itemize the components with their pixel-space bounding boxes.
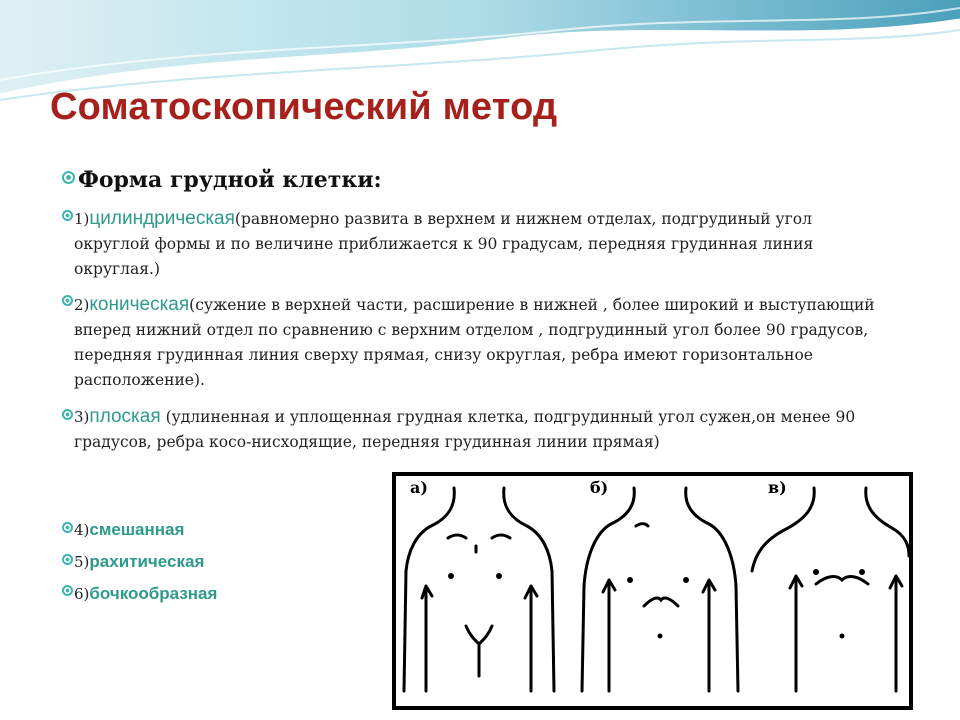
torso-drawings — [396, 476, 909, 706]
bullet-icon — [62, 522, 73, 533]
item-number: 6) — [74, 585, 90, 603]
torso-c-drawing — [752, 488, 909, 691]
item-number: 1) — [74, 210, 90, 228]
item-description: (равномерно развита в верхнем и нижнем отделах, подгрудиный угол округлой формы и по величине приближается к 90 градусам, передняя грудинная линия округлая.) — [74, 210, 814, 278]
bullet-icon — [62, 554, 73, 565]
chest-shapes-figure — [392, 472, 913, 710]
torso-a-drawing — [404, 488, 554, 691]
item-description: (удлиненная и уплощенная грудная клетка, подгрудинный угол сужен,он менее 90 градусов, ребра косо-нисходящие, передняя грудинная линии прямая) — [74, 408, 856, 451]
list-item-cylindrical — [74, 206, 889, 282]
figure-label-a: а) — [410, 478, 428, 497]
item-number: 3) — [74, 408, 90, 426]
bullet-icon — [62, 171, 75, 184]
bullet-icon — [62, 295, 73, 306]
bullet-icon — [62, 210, 73, 221]
bullet-icon — [62, 585, 73, 596]
figure-label-b: б) — [590, 478, 609, 497]
item-term: коническая — [89, 294, 190, 315]
item-description: (сужение в верхней части, расширение в нижней , более широкий и выступающий вперед нижний отдел по сравнению с верхним отделом , подгрудинный угол более 90 градусов, передняя грудинная линия сверху прямая, снизу округлая, ребра имеют горизонтальное расположение). — [74, 296, 875, 389]
torso-b-drawing — [582, 488, 738, 691]
item-term: бочкообразная — [89, 584, 218, 603]
list-item-flat — [74, 404, 884, 455]
list-item-conical — [74, 292, 889, 393]
item-term: смешанная — [89, 520, 185, 539]
item-number: 5) — [74, 553, 90, 571]
item-number: 4) — [74, 521, 90, 539]
figure-label-c: в) — [768, 478, 787, 497]
item-term: рахитическая — [89, 552, 205, 571]
section-heading: Форма грудной клетки: — [78, 167, 382, 193]
item-term: плоская — [89, 406, 161, 427]
bullet-icon — [62, 409, 73, 420]
item-number: 2) — [74, 296, 90, 314]
slide-title: Соматоскопический метод — [50, 86, 558, 128]
item-term: цилиндрическая — [89, 208, 235, 229]
